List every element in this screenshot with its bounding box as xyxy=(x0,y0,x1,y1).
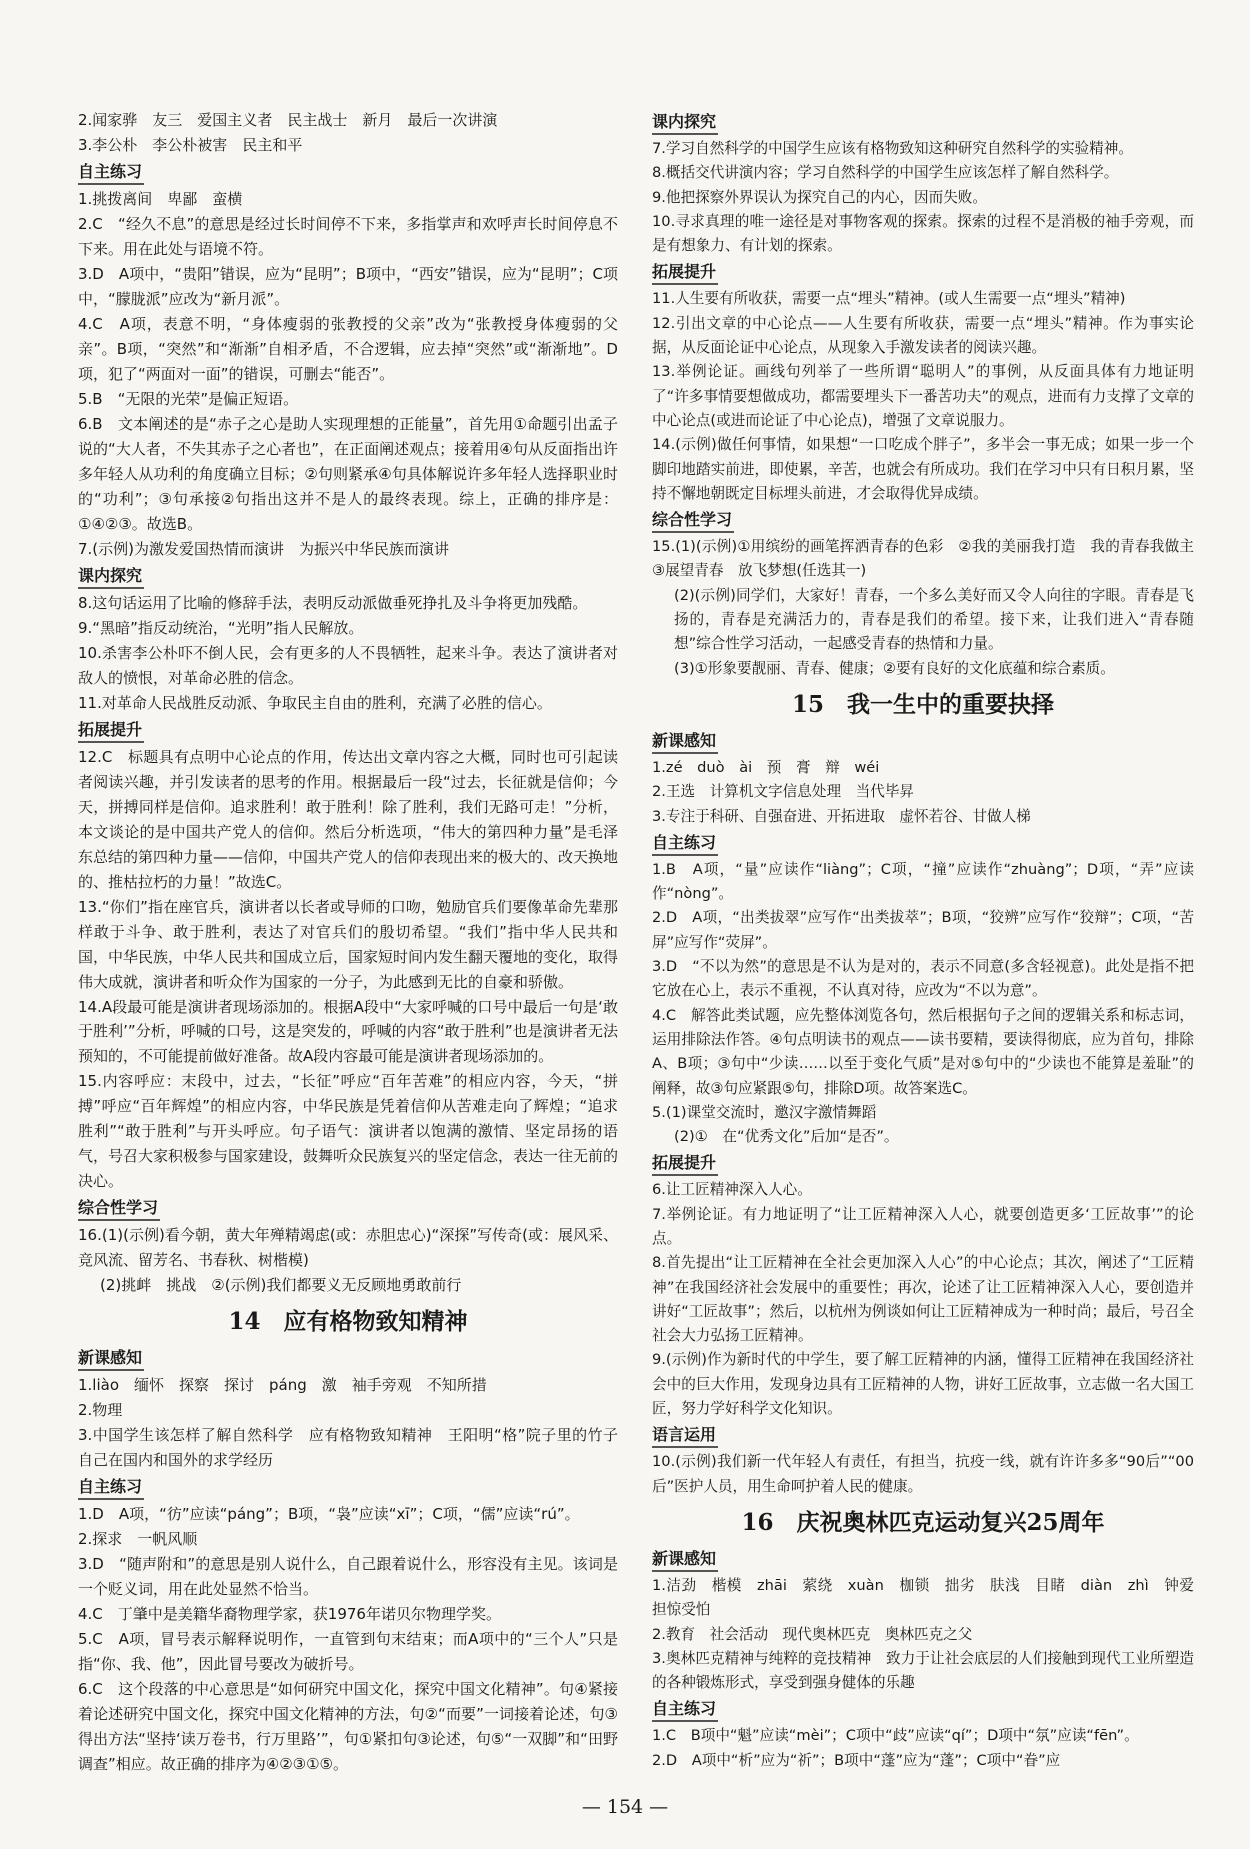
section-heading: 新课感知 xyxy=(78,1347,144,1371)
section-heading-row xyxy=(78,1473,618,1502)
section-heading-row xyxy=(78,716,618,745)
answer-item: 9.他把探察外界误认为探究自己的内心，因而失败。 xyxy=(652,188,987,206)
section-heading-row xyxy=(652,1545,1194,1574)
answer-item: 6.B 文本阐述的是“赤子之心是助人实现理想的正能量”，首先用①命题引出孟子说的“大人者，不失其赤子之心者也”，在正面阐述观点；接着用④句从反面指出许多年轻人从功利的角度确立目标；②句则紧承④句具体解说许多年轻人选择职业时的“功利”；③句承接②句指出这并不是人的最终表现。综上，正确的排序是：①④②③。故选B。 xyxy=(78,414,618,533)
answer-item: 9.(示例)作为新时代的中学生，要了解工匠精神的内涵，懂得工匠精神在我国经济社会中的巨大作用，发现身边具有工匠精神的人物，讲好工匠故事，立志做一名大国工匠，努力学好科学文化知识。 xyxy=(652,1351,1194,1418)
answer-item: 13.“你们”指在座官兵，演讲者以长者或导师的口吻，勉励官兵们要像革命先辈那样敢于斗争、敢于胜利，表达了对官兵们的殷切希望。“我们”指中华人民共和国，中华民族，中华人民共和国成立后，国家短时间内发生翻天覆地的变化，取得伟大成就，演讲者和听众作为国家的一分子，为此感到无比的自豪和骄傲。 xyxy=(78,897,619,991)
section-heading-row xyxy=(652,108,1194,137)
answer-item: (2)挑衅 挑战 ②(示例)我们都要义无反顾地勇敢前行 xyxy=(100,1276,462,1295)
answer-item: 15.内容呼应：末段中，过去，“长征”呼应“百年苦难”的相应内容，今天，“拼搏”呼应“百年辉煌”的相应内容，中华民族是凭着信仰从苦难走向了辉煌；“追求胜利”“敢于胜利”与开头呼应。句子语气：演讲者以饱满的激情、坚定昂扬的语气，号召大家积极参与国家建设，鼓舞听众民族复兴的坚定信念，表达一往无前的决心。 xyxy=(78,1072,619,1191)
section-heading-row xyxy=(652,506,1194,535)
section-heading: 综合性学习 xyxy=(652,509,734,533)
answer-item: 6.让工匠精神深入人心。 xyxy=(652,1181,812,1199)
answer-item: 13.举例论证。画线句列举了一些所谓“聪明人”的事例，从反面具体有力地证明了“许多事情要想做成功，都需要埋头下一番苦功夫”的观点，进而有力支撑了文章的中心论点(或进而论证了中心论点)，增强了文章说服力。 xyxy=(652,363,1194,429)
section-heading: 新课感知 xyxy=(652,1548,718,1572)
answer-item: 3.D “不以为然”的意思是不认为是对的，表示不同意(多含轻视意)。此处是指不把它放在心上，表示不重视，不认真对待，应改为“不以为意”。 xyxy=(652,958,1194,1000)
section-heading: 自主练习 xyxy=(78,161,144,185)
answer-item: 14.(示例)做任何事情，如果想“一口吃成个胖子”，多半会一事无成；如果一步一个脚印地踏实前进，即使累，辛苦，也就会有所成功。我们在学习中只有日积月累，坚持不懈地朝既定目标埋头前进，才会取得优异成绩。 xyxy=(652,436,1194,502)
section-heading: 自主练习 xyxy=(652,1698,718,1722)
answer-item: 11.对革命人民战胜反动派、争取民主自由的胜利，充满了必胜的信心。 xyxy=(78,693,552,712)
answer-item: 1.B A项，“量”应读作“liàng”；C项，“撞”应读作“zhuàng”；D项，“弄”应读作“nòng”。 xyxy=(652,860,1194,903)
right-column xyxy=(652,108,1209,1773)
section-heading: 综合性学习 xyxy=(78,1197,160,1221)
answer-item: (2)① 在“优秀文化”后加“是否”。 xyxy=(674,1128,899,1146)
section-heading-row xyxy=(652,1421,1194,1450)
answer-item: 1.D A项，“彷”应读“páng”；B项，“袅”应读“xī”；C项，“儒”应读“rú”。 xyxy=(78,1505,580,1524)
answer-item: 3.D “随声附和”的意思是别人说什么，自己跟着说什么，形容没有主见。该词是一个贬义词，用在此处显然不恰当。 xyxy=(78,1555,618,1599)
section-heading: 拓展提升 xyxy=(652,261,718,285)
answer-item: 7.(示例)为激发爱国热情而演讲 为振兴中华民族而演讲 xyxy=(78,539,450,558)
answer-item: 3.李公朴 李公朴被害 民主和平 xyxy=(78,135,303,154)
left-column xyxy=(78,108,634,1777)
answer-item: 10.杀害李公朴吓不倒人民，会有更多的人不畏牺牲，起来斗争。表达了演讲者对敌人的愤恨，对革命必胜的信念。 xyxy=(78,643,618,687)
section-heading: 语言运用 xyxy=(652,1424,718,1448)
section-heading-row xyxy=(652,258,1194,287)
answer-item: 2.探求 一帆风顺 xyxy=(78,1530,198,1549)
section-heading-row xyxy=(78,562,618,591)
answer-item: 9.“黑暗”指反动统治，“光明”指人民解放。 xyxy=(78,618,364,637)
answer-item: 1.zé duò ài 预 膏 辩 wéi xyxy=(652,758,880,776)
section-heading-row xyxy=(652,829,1194,858)
answer-item: 4.C A项，表意不明，“身体瘦弱的张教授的父亲”改为“张教授身体瘦弱的父亲”。B项，“突然”和“渐渐”自相矛盾，不合逻辑，应去掉“突然”或“渐渐地”。D项，犯了“两面对一面”的错误，可删去“能否”。 xyxy=(78,314,618,383)
answer-item: 2.闻家骅 友三 爱国主义者 民主战士 新月 最后一次讲演 xyxy=(78,111,498,129)
page-number: — 154 — xyxy=(581,1796,669,1818)
answer-item: 2.物理 xyxy=(78,1401,123,1420)
answer-item: 6.C 这个段落的中心意思是“如何研究中国文化，探究中国文化精神”。句④紧接着论述研究中国文化，探究中国文化精神的方法，句②“而要”一词接着论述，句③得出方法“坚持‘读万卷书，行万里路’”，句①紧扣句③论述，句⑤“一双脚”和“田野调查”相应。故正确的排序为④②③①⑤。 xyxy=(78,1680,618,1774)
answer-item: 10.(示例)我们新一代年轻人有责任，有担当，抗疫一线，就有许许多多“90后”“00后”医护人员，用生命呵护着人民的健康。 xyxy=(652,1453,1194,1495)
answer-item: 5.(1)课堂交流时，邀汉字激情舞蹈 xyxy=(652,1103,877,1121)
answer-item: 2.D A项，“出类拔翠”应写作“出类拔萃”；B项，“狡辨”应写作“狡辩”；C项，“苦屏”应写作“荧屏”。 xyxy=(652,909,1194,951)
answer-item: 1.挑拨离间 卑鄙 蛮横 xyxy=(78,189,243,208)
section-heading: 自主练习 xyxy=(78,1476,144,1500)
lesson-title: 15 我一生中的重要抉择 xyxy=(791,690,1054,718)
answer-item: 3.奥林匹克精神与纯粹的竞技精神 致力于让社会底层的人们接触到现代工业所塑造的各种锻炼形式，享受到强身健体的乐趣 xyxy=(652,1649,1194,1692)
section-heading: 新课感知 xyxy=(652,730,718,754)
section-heading-row xyxy=(78,158,618,187)
section-heading-row xyxy=(78,1344,618,1373)
answer-item: 4.C 丁肇中是美籍华裔物理学家，获1976年诺贝尔物理学奖。 xyxy=(78,1605,501,1624)
answer-item: 10.寻求真理的唯一途径是对事物客观的探索。探索的过程不是消极的袖手旁观，而是有想象力、有计划的探索。 xyxy=(652,212,1194,255)
lesson-title: 14 应有格物致知精神 xyxy=(228,1308,468,1336)
answer-item: 16.(1)(示例)看今朝，黄大年殚精竭虑(或：赤胆忠心)“深探”写传奇(或：展风采、竞风流、留芳名、书春秋、树楷模) xyxy=(78,1226,618,1270)
answer-item: 1.C B项中“魁”应读“mèi”；C项中“歧”应读“qí”；D项中“氛”应读“fēn”。 xyxy=(652,1727,1139,1745)
answer-item: 8.这句话运用了比喻的修辞手法，表明反动派做垂死挣扎及斗争将更加残酷。 xyxy=(78,593,588,612)
answer-item: 3.专注于科研、自强奋进、开拓进取 虚怀若谷、甘做人梯 xyxy=(652,807,1031,825)
answer-item: 2.D A项中“析”应为“祈”；B项中“蓬”应为“蓬”；C项中“眷”应 xyxy=(652,1751,1061,1769)
answer-item: 2.王选 计算机文字信息处理 当代毕昇 xyxy=(652,783,915,801)
lesson-title: 16 庆祝奥林匹克运动复兴25周年 xyxy=(741,1508,1105,1536)
answer-item: 8.首先提出“让工匠精神在全社会更加深入人心”的中心论点；其次，阐述了“工匠精神”在我国经济社会发展中的重要性；再次，论述了让工匠精神深入人心，要创造并讲好“工匠故事”；然后，以杭州为例谈如何让工匠精神成为一种时尚；最后，号召全社会大力弘扬工匠精神。 xyxy=(652,1254,1194,1345)
section-heading: 自主练习 xyxy=(652,832,718,856)
answer-item: 11.人生要有所收获，需要一点“埋头”精神。(或人生需要一点“埋头”精神) xyxy=(652,290,1126,308)
section-heading: 课内探究 xyxy=(652,111,718,135)
section-heading-row xyxy=(652,1695,1194,1724)
answer-item: 3.D A项中，“贵阳”错误，应为“昆明”；B项中，“西安”错误，应为“昆明”；C项中，“朦胧派”应改为“新月派”。 xyxy=(78,264,618,308)
answer-item: 15.(1)(示例)①用缤纷的画笔挥洒青春的色彩 ②我的美丽我打造 我的青春我做主 ③展望青春 放飞梦想(任选其一) xyxy=(652,538,1209,580)
answer-item: (3)①形象要靓丽、青春、健康；②要有良好的文化底蕴和综合素质。 xyxy=(674,659,1115,677)
answer-item: 8.概括交代讲演内容；学习自然科学的中国学生应该怎样了解自然科学。 xyxy=(652,164,1119,182)
section-heading: 拓展提升 xyxy=(78,719,144,743)
section-heading: 课内探究 xyxy=(78,565,144,589)
answer-item: 2.教育 社会活动 现代奥林匹克 奥林匹克之父 xyxy=(652,1625,973,1643)
answer-item: 3.中国学生该怎样了解自然科学 应有格物致知精神 王阳明“格”院子里的竹子 自己在国内和国外的求学经历 xyxy=(78,1426,634,1470)
answer-item: 7.举例论证。有力地证明了“让工匠精神深入人心，就要创造更多‘工匠故事’”的论点。 xyxy=(652,1205,1194,1247)
answer-item: 12.引出文章的中心论点——人生要有所收获，需要一点“埋头”精神。作为事实论据，从反面论证中心论点，从现象入手激发读者的阅读兴趣。 xyxy=(652,314,1194,357)
answer-item: (2)(示例)同学们，大家好！青春，一个多么美好而又令人向往的字眼。青春是飞扬的，青春是充满活力的，青春是我们的希望。接下来，让我们进入“青春随想”综合性学习活动，一起感受青春的热情和力量。 xyxy=(674,586,1194,653)
answer-item: 1.洁劲 楷模 zhāi 萦绕 xuàn 枷锁 拙劣 肤浅 目睹 diàn zhì 钟爱 担惊受怕 xyxy=(652,1576,1209,1619)
section-heading-row xyxy=(652,727,1194,756)
answer-item: 5.C A项，冒号表示解释说明作，一直管到句末结束；而A项中的“三个人”只是指“你、我、他”，因此冒号要改为破折号。 xyxy=(78,1630,618,1674)
answer-item: 14.A段最可能是演讲者现场添加的。根据A段中“大家呼喊的口号中最后一句是‘敢于胜利’”分析，呼喊的口号，这是突发的，呼喊的内容“敢于胜利”也是演讲者无法预知的，不可能提前做好准备。故A段内容最可能是演讲者现场添加的。 xyxy=(78,997,618,1066)
section-heading-row xyxy=(78,1194,618,1223)
section-heading: 拓展提升 xyxy=(652,1152,718,1176)
answer-item: 1.liào 缅怀 探察 探讨 páng 激 袖手旁观 不知所措 xyxy=(78,1376,487,1395)
section-heading-row xyxy=(652,1149,1194,1178)
answer-item: 2.C “经久不息”的意思是经过长时间停不下来，多指掌声和欢呼声长时间停息不下来。用在此处与语境不符。 xyxy=(78,214,618,258)
answer-item: 5.B “无限的光荣”是偏正短语。 xyxy=(78,389,299,408)
answer-item: 12.C 标题具有点明中心论点的作用，传达出文章内容之大概，同时也可引起读者阅读兴趣，并引发读者的思考的作用。根据最后一段“过去，长征就是信仰；今天，拼搏同样是信仰。追求胜利！敢于胜利！除了胜利，我们无路可走！”分析，本文谈论的是中国共产党人的信仰。然后分析选项，“伟大的第四种力量”是毛泽东总结的第四种力量——信仰，中国共产党人的信仰表现出来的极大的、改天换地的、推枯拉朽的力量！”故选C。 xyxy=(78,747,619,891)
answer-item: 4.C 解答此类试题，应先整体浏览各句，然后根据句子之间的逻辑关系和标志词，运用排除法作答。④句点明读书的观点——读书要精，要读得彻底，应为首句，排除A、B项；③句中“少读……以至于变化气质”是对⑤句中的“少读也不能算是羞耻”的阐释，故③句应紧跟⑤句，排除D项。故答案选C。 xyxy=(652,1006,1194,1097)
answer-item: 7.学习自然科学的中国学生应该有格物致知这种研究自然科学的实验精神。 xyxy=(652,140,1133,157)
